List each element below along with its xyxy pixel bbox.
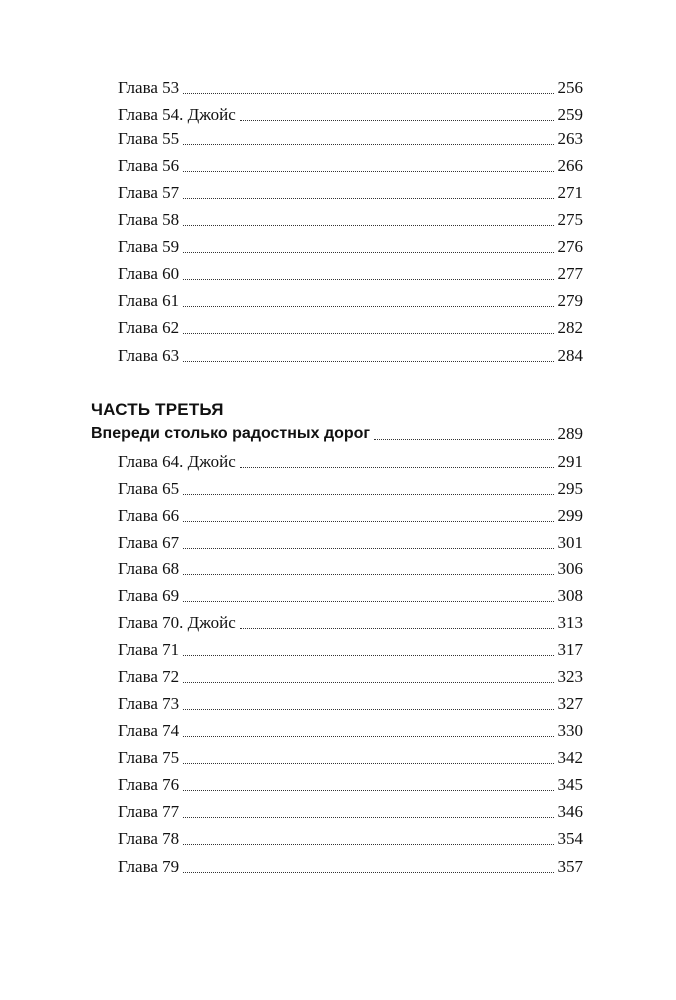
dot-leader bbox=[183, 494, 553, 495]
toc-entry-page: 308 bbox=[557, 586, 583, 605]
toc-entry-page: 276 bbox=[557, 237, 583, 256]
toc-entry-label: Глава 62 bbox=[118, 318, 180, 337]
toc-entry-label: Глава 71 bbox=[118, 640, 180, 659]
toc-entry-page: 291 bbox=[557, 452, 583, 471]
part-heading: ЧАСТЬ ТРЕТЬЯ bbox=[91, 400, 224, 419]
toc-entry bbox=[118, 634, 583, 660]
toc-entry bbox=[118, 312, 583, 338]
dot-leader bbox=[183, 333, 553, 334]
dot-leader bbox=[183, 93, 553, 94]
toc-entry-page: 330 bbox=[557, 721, 583, 740]
toc-entry-page: 323 bbox=[557, 667, 583, 686]
toc-entry bbox=[118, 527, 583, 553]
dot-leader bbox=[183, 306, 553, 307]
toc-entry-page: 256 bbox=[557, 78, 583, 97]
toc-entry bbox=[118, 688, 583, 714]
toc-entry bbox=[118, 231, 583, 257]
toc-entry bbox=[118, 823, 583, 849]
toc-entry-label: Глава 63 bbox=[118, 346, 180, 365]
toc-entry-label: Глава 56 bbox=[118, 156, 180, 175]
toc-entry-label: Глава 66 bbox=[118, 506, 180, 525]
toc-entry bbox=[118, 258, 583, 284]
toc-entry-label: Глава 59 bbox=[118, 237, 180, 256]
toc-entry-label: Глава 58 bbox=[118, 210, 180, 229]
toc-entry-page: 313 bbox=[557, 613, 583, 632]
toc-entry bbox=[118, 473, 583, 499]
toc-entry bbox=[118, 553, 583, 579]
toc-entry bbox=[118, 607, 583, 633]
toc-entry bbox=[118, 285, 583, 311]
toc-entry-page: 346 bbox=[557, 802, 583, 821]
dot-leader bbox=[183, 682, 553, 683]
toc-entry-page: 295 bbox=[557, 479, 583, 498]
dot-leader bbox=[183, 548, 553, 549]
dot-leader bbox=[240, 628, 554, 629]
toc-entry-label: Глава 54. Джойс bbox=[118, 105, 236, 124]
toc-entry-label: Глава 74 bbox=[118, 721, 180, 740]
dot-leader bbox=[374, 439, 553, 440]
toc-entry bbox=[118, 715, 583, 741]
toc-entry-page: 306 bbox=[557, 559, 583, 578]
toc-entry-page: 275 bbox=[557, 210, 583, 229]
dot-leader bbox=[183, 574, 553, 575]
dot-leader bbox=[183, 252, 553, 253]
toc-entry-label: Глава 53 bbox=[118, 78, 180, 97]
dot-leader bbox=[183, 709, 553, 710]
dot-leader bbox=[183, 198, 553, 199]
toc-entry bbox=[118, 72, 583, 98]
toc-entry bbox=[118, 851, 583, 877]
toc-entry bbox=[118, 123, 583, 149]
dot-leader bbox=[183, 736, 553, 737]
toc-entry bbox=[118, 661, 583, 687]
toc-entry bbox=[118, 150, 583, 176]
toc-entry-page: 345 bbox=[557, 775, 583, 794]
toc-entry-page: 263 bbox=[557, 129, 583, 148]
toc-entry bbox=[118, 796, 583, 822]
part-title: Впереди столько радостных дорог bbox=[91, 425, 371, 442]
toc-entry-label: Глава 61 bbox=[118, 291, 180, 310]
dot-leader bbox=[183, 763, 553, 764]
toc-entry-label: Глава 78 bbox=[118, 829, 180, 848]
toc-entry-label: Глава 69 bbox=[118, 586, 180, 605]
toc-entry-label: Глава 76 bbox=[118, 775, 180, 794]
dot-leader bbox=[240, 120, 554, 121]
toc-entry-page: 301 bbox=[557, 533, 583, 552]
dot-leader bbox=[183, 844, 553, 845]
dot-leader bbox=[183, 171, 553, 172]
part-title-entry bbox=[91, 420, 583, 444]
toc-entry-label: Глава 60 bbox=[118, 264, 180, 283]
dot-leader bbox=[183, 521, 553, 522]
toc-entry-label: Глава 65 bbox=[118, 479, 180, 498]
toc-entry-page: 299 bbox=[557, 506, 583, 525]
toc-entry bbox=[118, 500, 583, 526]
toc-entry-page: 266 bbox=[557, 156, 583, 175]
dot-leader bbox=[183, 361, 553, 362]
toc-entry-page: 259 bbox=[557, 105, 583, 124]
toc-entry-page: 354 bbox=[557, 829, 583, 848]
toc-entry-label: Глава 75 bbox=[118, 748, 180, 767]
dot-leader bbox=[183, 655, 553, 656]
dot-leader bbox=[183, 817, 553, 818]
toc-entry-label: Глава 73 bbox=[118, 694, 180, 713]
toc-entry-label: Глава 64. Джойс bbox=[118, 452, 236, 471]
toc-entry-page: 317 bbox=[557, 640, 583, 659]
toc-entry-page: 279 bbox=[557, 291, 583, 310]
dot-leader bbox=[240, 467, 554, 468]
toc-entry-label: Глава 77 bbox=[118, 802, 180, 821]
toc-entry bbox=[118, 177, 583, 203]
toc-entry-page: 342 bbox=[557, 748, 583, 767]
dot-leader bbox=[183, 279, 553, 280]
dot-leader bbox=[183, 790, 553, 791]
toc-entry-page: 284 bbox=[557, 346, 583, 365]
toc-entry-page: 357 bbox=[557, 857, 583, 876]
toc-entry-page: 277 bbox=[557, 264, 583, 283]
toc-entry-page: 327 bbox=[557, 694, 583, 713]
dot-leader bbox=[183, 872, 553, 873]
toc-entry-label: Глава 55 bbox=[118, 129, 180, 148]
toc-entry-page: 282 bbox=[557, 318, 583, 337]
toc-entry-label: Глава 70. Джойс bbox=[118, 613, 236, 632]
toc-entry bbox=[118, 580, 583, 606]
toc-entry bbox=[118, 204, 583, 230]
toc-entry-page: 271 bbox=[557, 183, 583, 202]
dot-leader bbox=[183, 144, 553, 145]
toc-entry bbox=[118, 446, 583, 472]
toc-entry-label: Глава 79 bbox=[118, 857, 180, 876]
part-title-page: 289 bbox=[557, 424, 583, 443]
toc-entry-label: Глава 67 bbox=[118, 533, 180, 552]
toc-entry bbox=[118, 340, 583, 366]
dot-leader bbox=[183, 225, 553, 226]
toc-entry-label: Глава 68 bbox=[118, 559, 180, 578]
toc-entry-label: Глава 72 bbox=[118, 667, 180, 686]
toc-entry bbox=[118, 742, 583, 768]
toc-entry bbox=[118, 769, 583, 795]
dot-leader bbox=[183, 601, 553, 602]
toc-entry bbox=[118, 99, 583, 125]
toc-entry-label: Глава 57 bbox=[118, 183, 180, 202]
